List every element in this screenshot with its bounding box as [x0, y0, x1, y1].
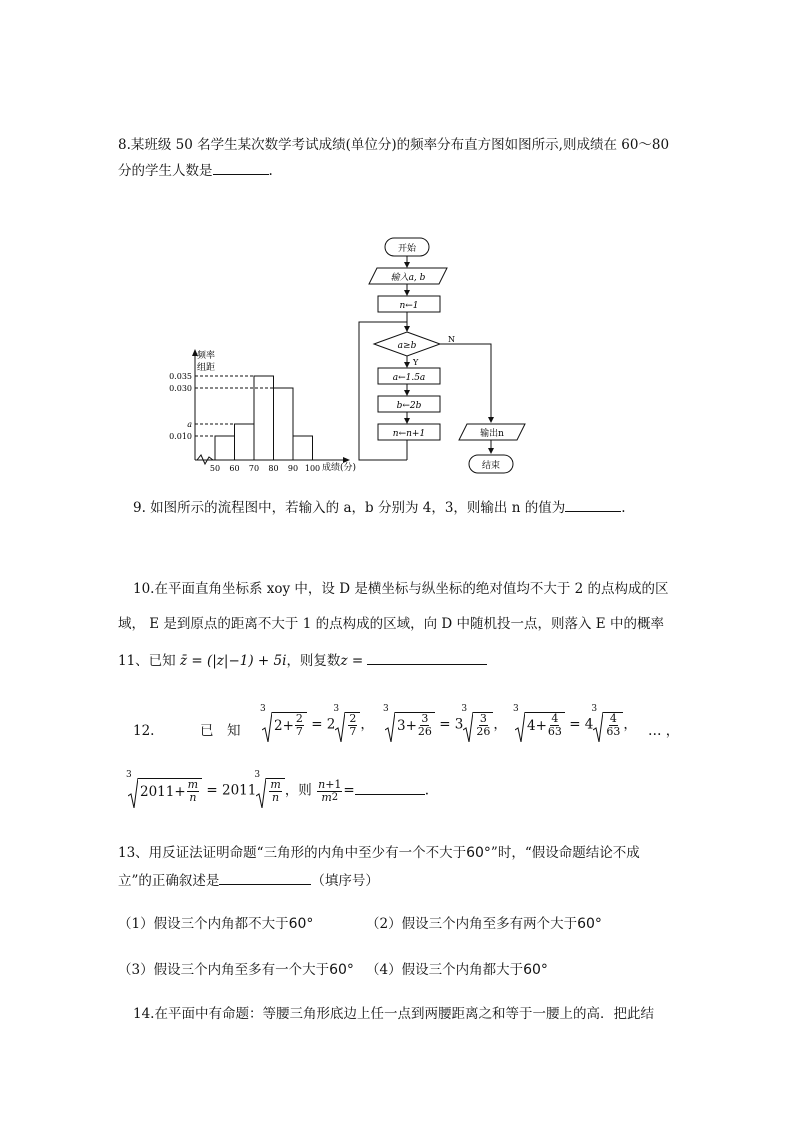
- frequency-histogram: [160, 340, 370, 480]
- q8-tail: .: [268, 163, 273, 179]
- q9-answer-blank[interactable]: [565, 499, 621, 512]
- q13-option-1: [118, 915, 313, 933]
- q13-line2: [118, 872, 379, 890]
- q13-line1-b: ”时，“假设命题结论不成: [490, 845, 640, 861]
- flowchart: [345, 234, 535, 479]
- q12-sep-1: ，: [360, 716, 374, 733]
- q12-ellipsis: … ，: [648, 723, 680, 739]
- q11-prefix: 11、已知: [118, 653, 176, 669]
- q10-line1: 10.在平面直角坐标系 xoy 中，设 D 是横坐标与纵坐标的绝对值均不大于 2 的点构成的区: [133, 581, 669, 597]
- q13-line1: [118, 844, 640, 862]
- flow-decision-label: a≥b: [397, 341, 417, 351]
- q12-radical-3b: 3 $\frac{4}{63}$: [593, 712, 623, 738]
- q12-sep-2: ，: [493, 716, 507, 733]
- hist-xtick-60: 60: [229, 464, 240, 473]
- q9-text: 9. 如图所示的流程图中，若输入的 a，b 分别为 4，3，则输出 n 的值为: [133, 500, 566, 516]
- q13-option-3: [118, 961, 354, 979]
- q12-answer-blank[interactable]: [355, 782, 425, 795]
- hist-ytick-1: 0.030: [169, 384, 192, 393]
- q13-line2-b: （填序号）: [311, 873, 379, 889]
- hist-bar-60-70: [235, 424, 255, 460]
- q13-option-3-text: （3）假设三个内角至多有一个大于: [118, 962, 330, 978]
- q13-deg-0: 60°: [466, 845, 491, 861]
- q11-answer-blank[interactable]: [367, 652, 487, 665]
- hist-xtick-70: 70: [248, 464, 260, 473]
- q13-deg-3: 60°: [329, 962, 354, 978]
- hist-bar-50-60: [215, 436, 235, 460]
- hist-ylabel-top: 频率: [197, 351, 216, 361]
- hist-bar-90-100: [293, 436, 313, 460]
- q11-middle: ，则复数: [286, 653, 341, 669]
- q13-deg-1: 60°: [288, 916, 314, 932]
- hist-ytick-2: a: [187, 420, 192, 429]
- q13-option-4-text: （4）假设三个内角都大于: [366, 962, 524, 978]
- flow-output-label: 输出n: [480, 429, 504, 439]
- q12-sep-3: ，: [623, 716, 637, 733]
- hist-xtick-80: 80: [268, 464, 279, 473]
- q12-end: .: [424, 782, 430, 799]
- q12-radical-4b: 3 $\frac{m}{n}$: [256, 778, 284, 804]
- q12-identity-2: 3 3+ $\frac{3}{26}$ = 3 3 $\frac{3}{26}$ ，: [385, 712, 507, 752]
- q8-line2-text: 分的学生人数是: [118, 163, 213, 179]
- q12-radical-2b: 3 $\frac{3}{26}$: [463, 712, 493, 738]
- q9-line: [133, 499, 626, 517]
- hist-ytick-0: 0.035: [169, 372, 192, 381]
- flow-no-label: N: [448, 335, 455, 344]
- q12-radical-1b: 3 $\frac{2}{7}$: [335, 712, 360, 738]
- q14-line1: 14.在平面中有命题：等腰三角形底边上任一点到两腰距离之和等于一腰上的高．把此结: [133, 1006, 654, 1022]
- q12-general: 3 2011+ $\frac{m}{n}$ = 2011 3 $\frac{m}{n}$ ，则 $\frac{n+1}{m2}$ = .: [128, 778, 429, 818]
- flow-input-label: 输入a, b: [390, 273, 426, 283]
- q12-radical-2a: 3 3+ $\frac{3}{26}$: [385, 712, 435, 738]
- q13-option-4: [366, 961, 548, 979]
- q11-line: [118, 652, 487, 670]
- q13-deg-2: 60°: [577, 916, 602, 932]
- q8-line2: [118, 162, 273, 180]
- q12-identity-3: 3 4+ $\frac{4}{63}$ = 4 3 $\frac{4}{63}$ ，: [515, 712, 637, 752]
- flow-init-label: n←1: [399, 301, 419, 311]
- q13-option-1-text: （1）假设三个内角都不大于: [118, 916, 289, 932]
- q12-radical-3a: 3 4+ $\frac{4}{63}$: [515, 712, 565, 738]
- q8-answer-blank[interactable]: [213, 162, 269, 175]
- hist-xlabel: 成绩(分): [322, 463, 357, 473]
- q13-answer-blank[interactable]: [219, 872, 311, 885]
- hist-bar-70-80: [254, 376, 274, 460]
- q13-line1-a: 13、用反证法证明命题“三角形的内角中至少有一个不大于: [118, 845, 467, 861]
- q11-expression: z̄ = (|z|−1) + 5i: [179, 653, 287, 669]
- q13-deg-4: 60°: [523, 962, 548, 978]
- q13-option-2: [366, 915, 602, 933]
- q12-label: 12.: [133, 723, 155, 739]
- hist-xtick-100: 100: [304, 464, 321, 473]
- q12-then: ，则: [284, 782, 312, 799]
- q12-radical-4a: 3 2011+ $\frac{m}{n}$: [128, 778, 202, 804]
- hist-bar-80-90: [274, 388, 294, 460]
- q12-identity-1: 3 2+ $\frac{2}{7}$ = 2 3 $\frac{2}{7}$ ，: [262, 712, 374, 752]
- q13-line2-a: 立”的正确叙述是: [118, 873, 220, 889]
- q12-radical-1a: 3 2+ $\frac{2}{7}$: [262, 712, 307, 738]
- flow-yes-label: Y: [413, 358, 419, 367]
- hist-ytick-3: 0.010: [169, 432, 192, 441]
- flow-step2-label: b←2b: [396, 401, 422, 411]
- q8-line1: 8.某班级 50 名学生某次数学考试成绩(单位分)的频率分布直方图如图所示,则成绩在 60～80: [118, 137, 670, 153]
- hist-xtick-90: 90: [287, 464, 299, 473]
- q9-tail: .: [621, 500, 626, 516]
- flow-end-label: 结束: [481, 461, 501, 471]
- q11-var: z =: [340, 653, 364, 669]
- q13-option-2-text: （2）假设三个内角至多有两个大于: [366, 916, 578, 932]
- flow-start-label: 开始: [397, 244, 417, 254]
- flow-step3-label: n←n+1: [392, 429, 426, 439]
- q10-line2: 域， E 是到原点的距离不大于 1 的点构成的区域，向 D 中随机投一点，则落入 E 中的概率: [118, 616, 664, 632]
- hist-xtick-50: 50: [209, 464, 221, 473]
- q12-target-fraction: $\frac{n+1}{m2}$: [318, 777, 342, 804]
- hist-ylabel-bottom: 组距: [197, 363, 216, 373]
- flow-step1-label: a←1.5a: [392, 373, 426, 383]
- q12-known: 已 知: [200, 723, 241, 739]
- q12-eq: =: [343, 782, 355, 799]
